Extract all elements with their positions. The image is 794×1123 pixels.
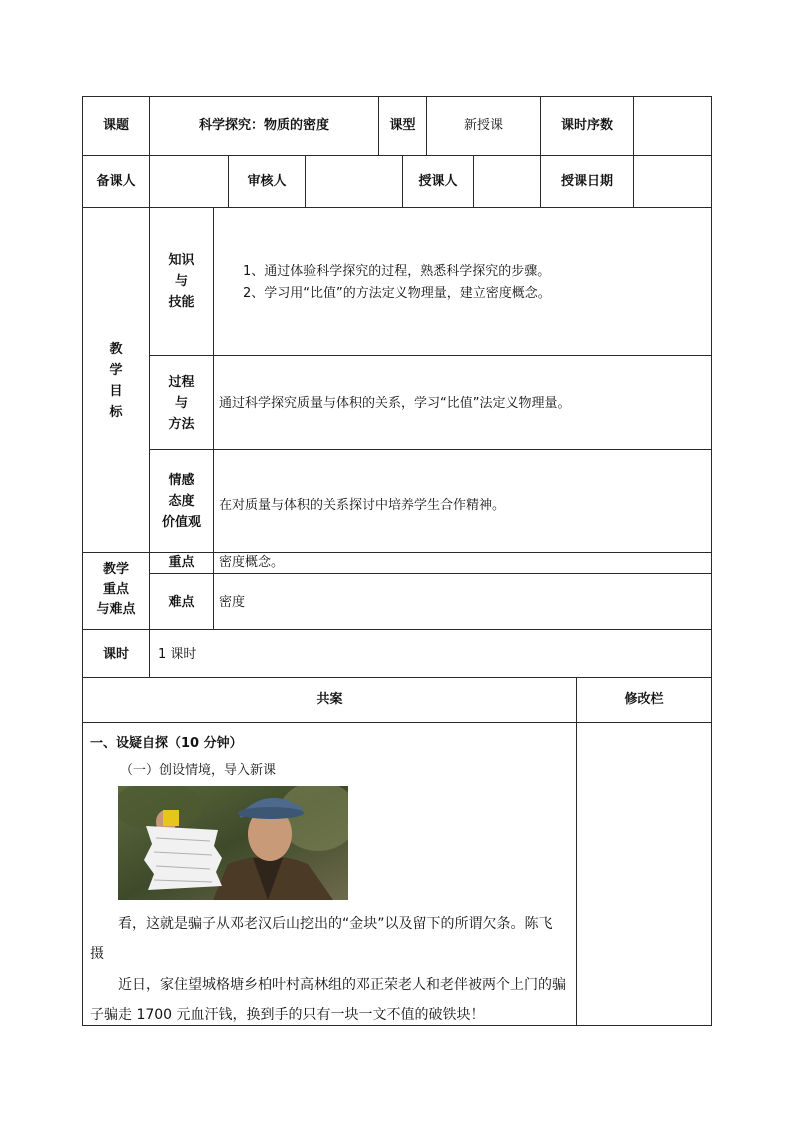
teacher-label: 授课人 bbox=[418, 174, 458, 189]
process-method-label: 过程 与 方法 bbox=[168, 375, 195, 432]
lesson-type-label: 课型 bbox=[389, 118, 416, 133]
topic-label: 课题 bbox=[102, 118, 129, 133]
topic-value: 科学探究：物质的密度 bbox=[198, 118, 329, 133]
shared-plan-header: 共案 bbox=[316, 692, 343, 707]
story-line-2: 子骗走 1700 元血汗钱，换到手的只有一块一文不值的破铁块！ bbox=[90, 1007, 485, 1023]
reviewer-label: 审核人 bbox=[247, 174, 287, 189]
news-photo bbox=[118, 786, 348, 900]
section-title: 一、设疑自探（10 分钟） bbox=[90, 736, 243, 751]
knowledge-item-1: 1、通过体验科学探究的过程，熟悉科学探究的步骤。 bbox=[243, 264, 551, 279]
preparer-label: 备课人 bbox=[96, 174, 136, 189]
period-number-label: 课时序数 bbox=[560, 118, 613, 133]
key-point-label: 重点 bbox=[168, 555, 195, 570]
revision-column-header: 修改栏 bbox=[624, 692, 664, 707]
class-hours-value: 1 课时 bbox=[158, 647, 197, 662]
difficult-point-text: 密度 bbox=[219, 595, 246, 610]
date-label: 授课日期 bbox=[560, 174, 613, 189]
class-hours-label: 课时 bbox=[102, 647, 129, 662]
difficult-point-label: 难点 bbox=[168, 595, 195, 610]
photo-caption-line2: 摄 bbox=[90, 946, 104, 962]
story-line-1: 近日，家住望城格塘乡柏叶村高林组的邓正荣老人和老伴被两个上门的骗 bbox=[118, 977, 566, 993]
key-point-text: 密度概念。 bbox=[219, 555, 285, 570]
emotion-values-text: 在对质量与体积的关系探讨中培养学生合作精神。 bbox=[219, 498, 506, 513]
subsection-title: （一）创设情境，导入新课 bbox=[120, 763, 277, 778]
objectives-section-label: 教 学 目 标 bbox=[109, 342, 123, 420]
knowledge-item-2: 2、学习用“比值”的方法定义物理量，建立密度概念。 bbox=[243, 286, 551, 301]
emotion-values-label: 情感 态度 价值观 bbox=[161, 473, 201, 530]
lesson-type-value: 新授课 bbox=[463, 118, 503, 133]
knowledge-skills-label: 知识 与 技能 bbox=[168, 253, 195, 310]
revision-column-area[interactable] bbox=[577, 723, 711, 1025]
key-points-section-label: 教学 重点 与难点 bbox=[96, 562, 136, 617]
photo-caption-line1: 看，这就是骗子从邓老汉后山挖出的“金块”以及留下的所谓欠条。陈飞 bbox=[118, 916, 553, 932]
process-method-text: 通过科学探究质量与体积的关系，学习“比值”法定义物理量。 bbox=[219, 396, 571, 411]
